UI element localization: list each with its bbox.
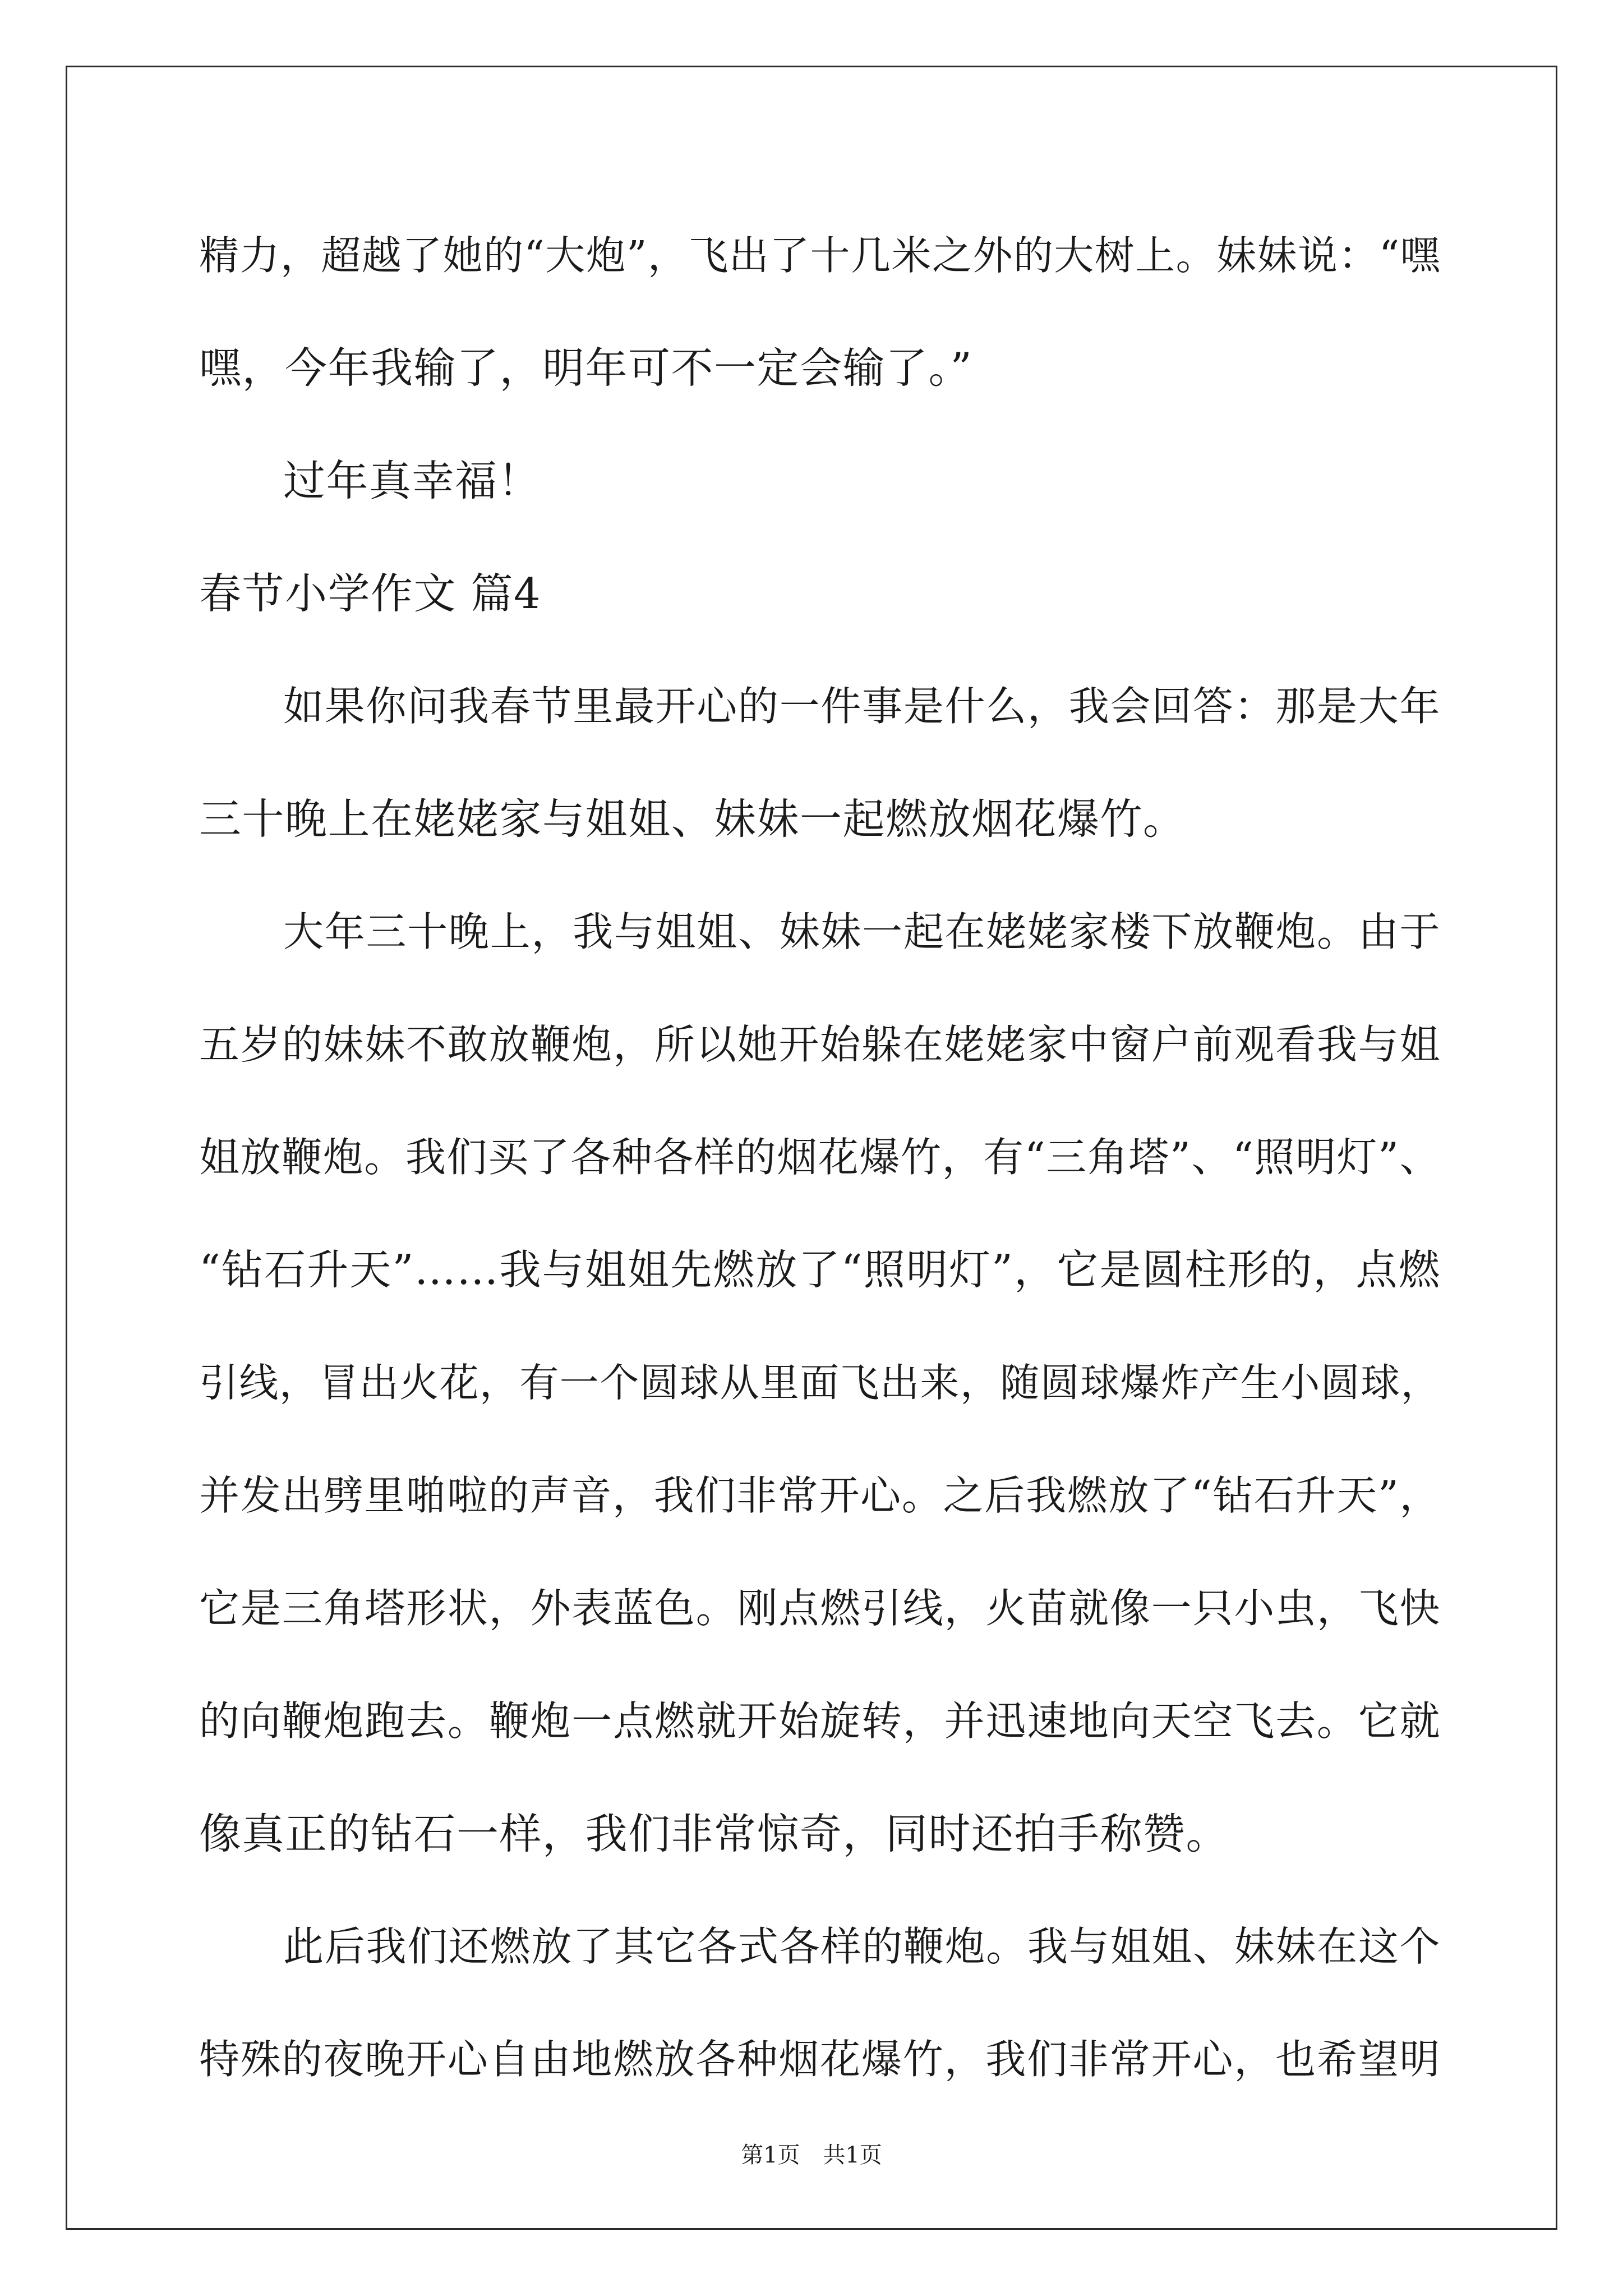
text-line: 三十晚上在姥姥家与姐姐、妹妹一起燃放烟花爆竹。	[199, 794, 1186, 844]
text-line: 五岁的妹妹不敢放鞭炮，所以她开始躲在姥姥家中窗户前观看我与姐	[199, 1021, 1441, 1068]
text-line: 嘿，今年我输了，明年可不一定会输了。”	[199, 343, 973, 393]
essay-body	[199, 199, 1441, 2116]
text-line: 大年三十晚上，我与姐姐、妹妹一起在姥姥家楼下放鞭炮。由于	[283, 908, 1441, 955]
text-line: 的向鞭炮跑去。鞭炮一点燃就开始旋转，并迅速地向天空飞去。它就	[199, 1697, 1441, 1745]
page-footer	[0, 2142, 1623, 2169]
text-line: “钻石升天”……我与姐姐先燃放了“照明灯”，它是圆柱形的，点燃	[199, 1246, 1441, 1294]
page-number: 第1页	[741, 2142, 800, 2168]
text-line: 过年真幸福！	[283, 456, 541, 505]
page-total: 共1页	[823, 2142, 882, 2168]
text-line: 并发出劈里啪啦的声音，我们非常开心。之后我燃放了“钻石升天”，	[199, 1472, 1441, 1519]
text-line: 如果你问我春节里最开心的一件事是什么，我会回答：那是大年	[283, 683, 1441, 730]
section-heading: 春节小学作文 篇4	[199, 569, 542, 618]
text-line: 此后我们还燃放了其它各式各样的鞭炮。我与姐姐、妹妹在这个	[283, 1923, 1441, 1970]
text-line: 它是三角塔形状，外表蓝色。刚点燃引线，火苗就像一只小虫，飞快	[199, 1585, 1441, 1632]
text-line: 精力，超越了她的“大炮”，飞出了十几米之外的大树上。妹妹说：“嘿	[199, 232, 1441, 279]
text-line: 姐放鞭炮。我们买了各种各样的烟花爆竹，有“三角塔”、“照明灯”、	[199, 1134, 1441, 1181]
text-line: 引线，冒出火花，有一个圆球从里面飞出来，随圆球爆炸产生小圆球，	[199, 1360, 1441, 1406]
text-line: 像真正的钻石一样，我们非常惊奇，同时还拍手称赞。	[199, 1809, 1229, 1858]
text-line: 特殊的夜晚开心自由地燃放各种烟花爆竹，我们非常开心，也希望明	[199, 2036, 1441, 2083]
